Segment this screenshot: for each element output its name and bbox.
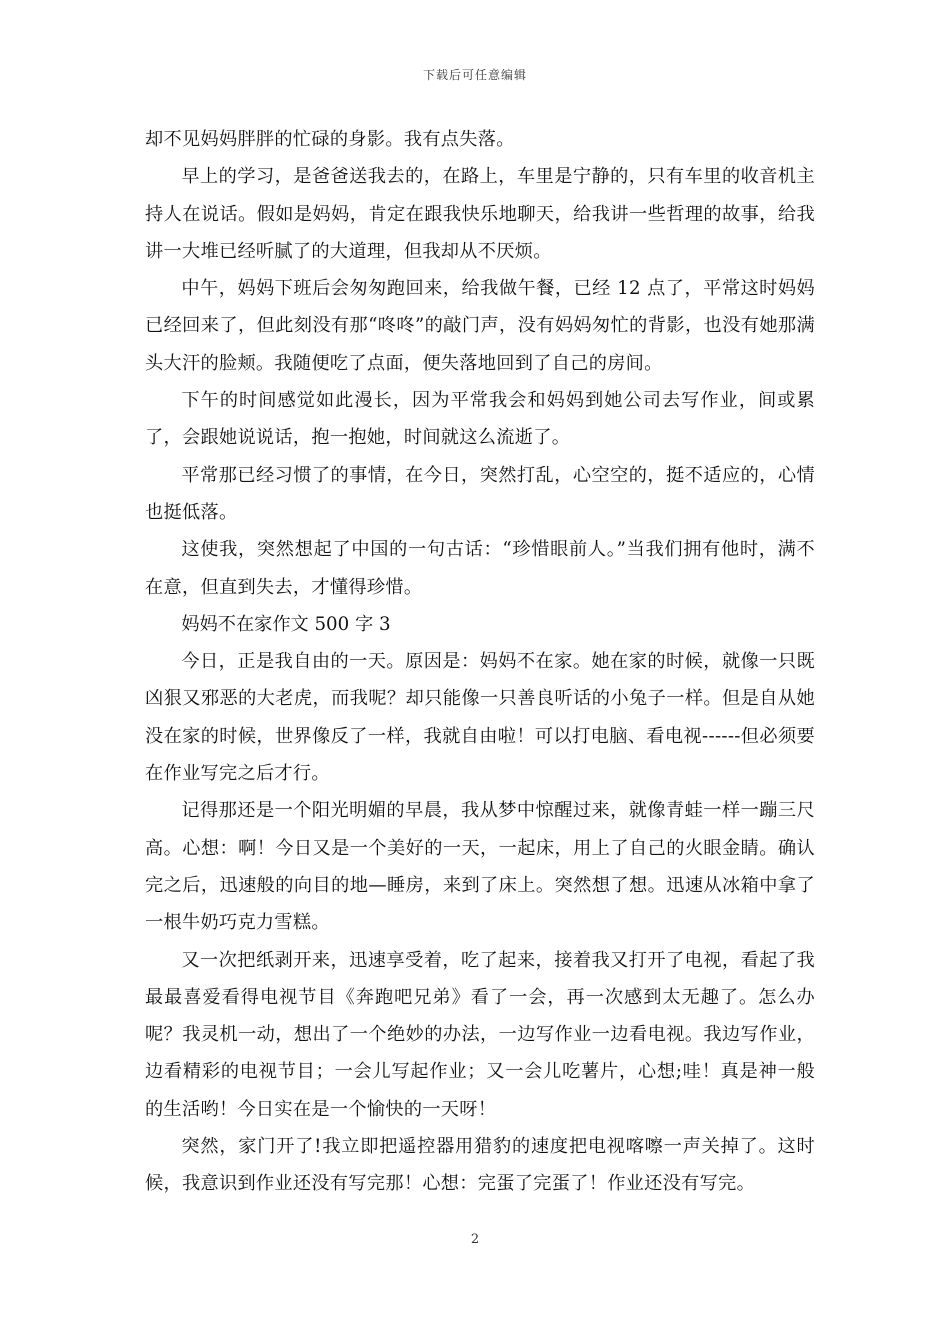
paragraph-4: 下午的时间感觉如此漫长，因为平常我会和妈妈到她公司去写作业，间或累了，会跟她说说话，抱一抱她，时间就这么流逝了。 bbox=[145, 390, 815, 449]
paragraph-2: 早上的学习，是爸爸送我去的，在路上，车里是宁静的，只有车里的收音机主持人在说话。假如是妈妈，肯定在跟我快乐地聊天，给我讲一些哲理的故事，给我讲一大堆已经听腻了的大道理，但我却从不厌烦。 bbox=[145, 166, 815, 262]
page-header: 下载后可任意编辑 bbox=[422, 68, 527, 82]
paragraph-9: 又一次把纸剥开来，迅速享受着，吃了起来，接着我又打开了电视，看起了我最最喜爱看得电视节目《奔跑吧兄弟》看了一会，再一次感到太无趣了。怎么办呢？我灵机一动，想出了一个绝妙的办法，一边写作业一边看电视。我边写作业，边看精彩的电视节目；一会儿写起作业；又一会儿吃薯片，心想;哇！真是神一般的生活哟！今日实在是一个愉快的一天呀！ bbox=[145, 949, 815, 1120]
paragraph-1: 却不见妈妈胖胖的忙碌的身影。我有点失落。 bbox=[145, 129, 515, 150]
paragraph-10: 突然，家门开了!我立即把遥控器用猎豹的速度把电视喀嚓一声关掉了。这时候，我意识到作业还没有写完那！心想：完蛋了完蛋了！作业还没有写完。 bbox=[145, 1136, 815, 1195]
paragraph-8: 记得那还是一个阳光明媚的早晨，我从梦中惊醒过来，就像青蛙一样一蹦三尺高。心想：啊！今日又是一个美好的一天，一起床，用上了自己的火眼金睛。确认完之后，迅速般的向目的地—睡房，来到了床上。突然想了想。迅速从冰箱中拿了一根牛奶巧克力雪糕。 bbox=[145, 800, 815, 934]
page-number: 2 bbox=[470, 1232, 480, 1247]
section-subtitle: 妈妈不在家作文 500 字 3 bbox=[181, 613, 391, 635]
paragraph-5: 平常那已经习惯了的事情，在今日，突然打乱，心空空的，挺不适应的，心情也挺低落。 bbox=[145, 464, 815, 523]
document-body bbox=[145, 121, 815, 1203]
paragraph-6: 这使我，突然想起了中国的一句古话：“珍惜眼前人。”当我们拥有他时，满不在意，但直到失去，才懂得珍惜。 bbox=[145, 539, 815, 598]
paragraph-3: 中午，妈妈下班后会匆匆跑回来，给我做午餐，已经 12 点了，平常这时妈妈已经回来了，但此刻没有那“咚咚”的敲门声，没有妈妈匆忙的背影，也没有她那满头大汗的脸颊。我随便吃了点面，便失落地回到了自己的房间。 bbox=[145, 278, 815, 374]
paragraph-7: 今日，正是我自由的一天。原因是：妈妈不在家。她在家的时候，就像一只既凶狠又邪恶的大老虎，而我呢？却只能像一只善良听话的小兔子一样。但是自从她没在家的时候，世界像反了一样，我就自由啦！可以打电脑、看电视------但必须要在作业写完之后才行。 bbox=[145, 651, 815, 785]
